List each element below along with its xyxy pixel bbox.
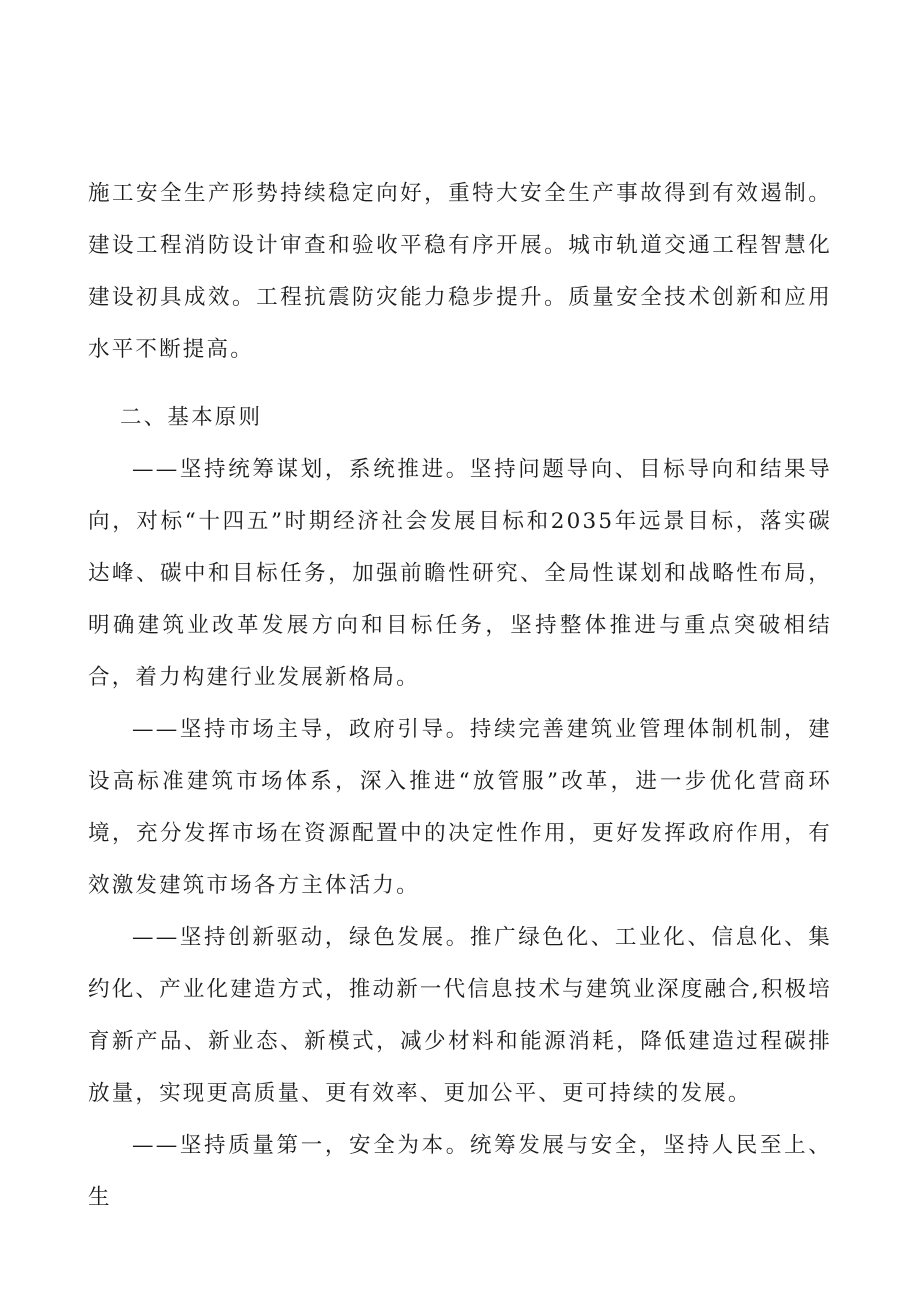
section-heading: 二、基本原则	[120, 405, 263, 430]
principle-paragraph-2: ——坚持市场主导，政府引导。持续完善建筑业管理体制机制，建设高标准建筑市场体系，深入推进“放管服”改革，进一步优化营商环境，充分发挥市场在资源配置中的决定性作用，更好发挥政府作用，有效激发建筑市场各方主体活力。	[88, 717, 832, 898]
principle-paragraph-3: ——坚持创新驱动，绿色发展。推广绿色化、工业化、信息化、集约化、产业化建造方式，推动新一代信息技术与建筑业深度融合,积极培育新产品、新业态、新模式，减少材料和能源消耗，降低建造过程碳排放量，实现更高质量、更有效率、更加公平、更可持续的发展。	[88, 925, 832, 1106]
document-body	[88, 168, 832, 1224]
continued-paragraph: 施工安全生产形势持续稳定向好，重特大安全生产事故得到有效遏制。建设工程消防设计审查和验收平稳有序开展。城市轨道交通工程智慧化建设初具成效。工程抗震防灾能力稳步提升。质量安全技术创新和应用水平不断提高。	[88, 181, 832, 362]
principle-paragraph-1: ——坚持统筹谋划，系统推进。坚持问题导向、目标导向和结果导向，对标“十四五”时期经济社会发展目标和2035年远景目标，落实碳达峰、碳中和目标任务，加强前瞻性研究、全局性谋划和战略性布局，明确建筑业改革发展方向和目标任务，坚持整体推进与重点突破相结合，着力构建行业发展新格局。	[88, 457, 832, 690]
principle-paragraph-4: ——坚持质量第一，安全为本。统筹发展与安全，坚持人民至上、生	[88, 1133, 832, 1210]
